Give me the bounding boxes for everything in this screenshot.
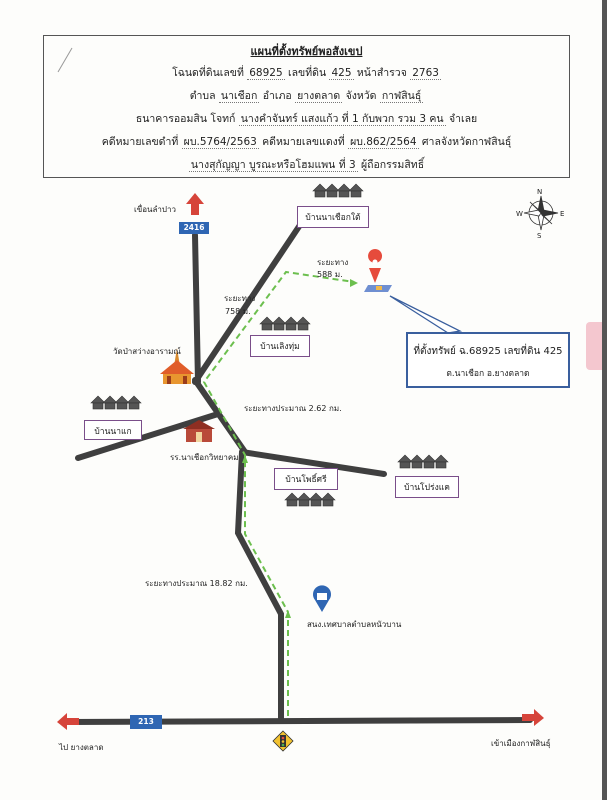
west-arrow [57, 713, 79, 730]
compass-w: W [516, 210, 523, 218]
east-arrow [522, 709, 544, 726]
compass-s: S [537, 232, 542, 240]
amphoe-label: อำเภอ [262, 90, 292, 102]
deed-number: 68925 [249, 67, 283, 79]
property-pin [364, 249, 392, 292]
distance-1882: ระยะทางประมาณ 18.82 กม. [145, 579, 248, 588]
distance-758-value: 758 ม. [225, 307, 251, 316]
plaintiff: ธนาคารออมสิน โจทก์ [135, 113, 236, 125]
office-label: สนง.เทศบาลตำบลหนัวบาน [307, 620, 402, 629]
amphoe-value: ยางตลาด [297, 90, 341, 102]
compass-n: N [537, 188, 543, 196]
survey-page-label: หน้าสำรวจ [356, 67, 407, 79]
survey-page-number: 2763 [412, 67, 439, 79]
black-case-label: คดีหมายเลขดำที่ [101, 136, 179, 148]
defendant-names: นางคำจันทร์ แสงแก้ว ที่ 1 กับพวก รวม 3 คน [240, 113, 444, 125]
distance-262: ระยะทางประมาณ 2.62 กม. [244, 404, 342, 413]
black-case-number: ผบ.5764/2563 [183, 136, 257, 148]
pointer-line [390, 296, 460, 333]
distance-588-value: 588 ม. [317, 270, 343, 279]
property-info-line1: ที่ตั้งทรัพย์ ฉ.68925 เลขที่ดิน 425 [413, 346, 563, 357]
owner-label: ผู้ถือกรรมสิทธิ์ [360, 159, 425, 171]
property-info-line2: ต.นาเชือก อ.ยางตลาด [446, 369, 530, 379]
property-info-box [406, 332, 570, 388]
school-label: รร.นาเชือกวิทยาคม [170, 453, 239, 462]
tambon-value: นาเชือก [220, 90, 258, 102]
village-prong-kae: บ้านโปร่งแค [395, 476, 459, 498]
province-label: จังหวัด [345, 90, 377, 102]
north-arrow [186, 193, 204, 215]
dam-label: เขื่อนลำปาว [134, 205, 176, 214]
defendant-label: จำเลย [448, 113, 478, 125]
to-yang-talat-label: ไป ยางตลาด [59, 743, 104, 752]
temple-label: วัดป่าสว่างอารามณ์ [113, 347, 181, 356]
compass-rose [524, 196, 558, 230]
tambon-label: ตำบล [189, 90, 216, 102]
owner-name: นางสุกัญญา บูรณะหรือโฮมแพน ที่ 3 [190, 159, 356, 171]
map-title: แผนที่ตั้งทรัพย์พอสังเขป [250, 45, 363, 58]
to-kalasin-label: เข้าเมืองกาฬสินธุ์ [491, 739, 551, 748]
deed-label: โฉนดที่ดินเลขที่ [172, 67, 244, 79]
province-value: กาฬสินธุ์ [381, 90, 422, 102]
red-case-label: คดีหมายเลขแดงที่ [262, 136, 345, 148]
village-noen-thum: บ้านเลิงทุ่ม [250, 335, 310, 357]
office-pin-icon [313, 585, 331, 612]
red-case-number: ผบ.862/2564 [350, 136, 417, 148]
village-pho-si: บ้านโพธิ์ศรี [274, 468, 338, 490]
road-north [195, 235, 198, 382]
land-number: 425 [331, 67, 352, 79]
court-name: ศาลจังหวัดกาฬสินธุ์ [421, 136, 512, 148]
village-na-kae: บ้านนาแก [84, 420, 142, 440]
route-2416-marker: 2416 [179, 222, 209, 234]
scan-edge [602, 0, 607, 800]
distance-758-label: ระยะทาง [224, 294, 256, 303]
distance-588-label: ระยะทาง [317, 258, 349, 267]
route-213-marker: 213 [130, 715, 162, 729]
land-no-label: เลขที่ดิน [288, 67, 327, 79]
village-nachueak-tai: บ้านนาเชือกใต้ [297, 206, 369, 228]
compass-e: E [560, 210, 565, 218]
traffic-signal-icon [273, 731, 293, 751]
